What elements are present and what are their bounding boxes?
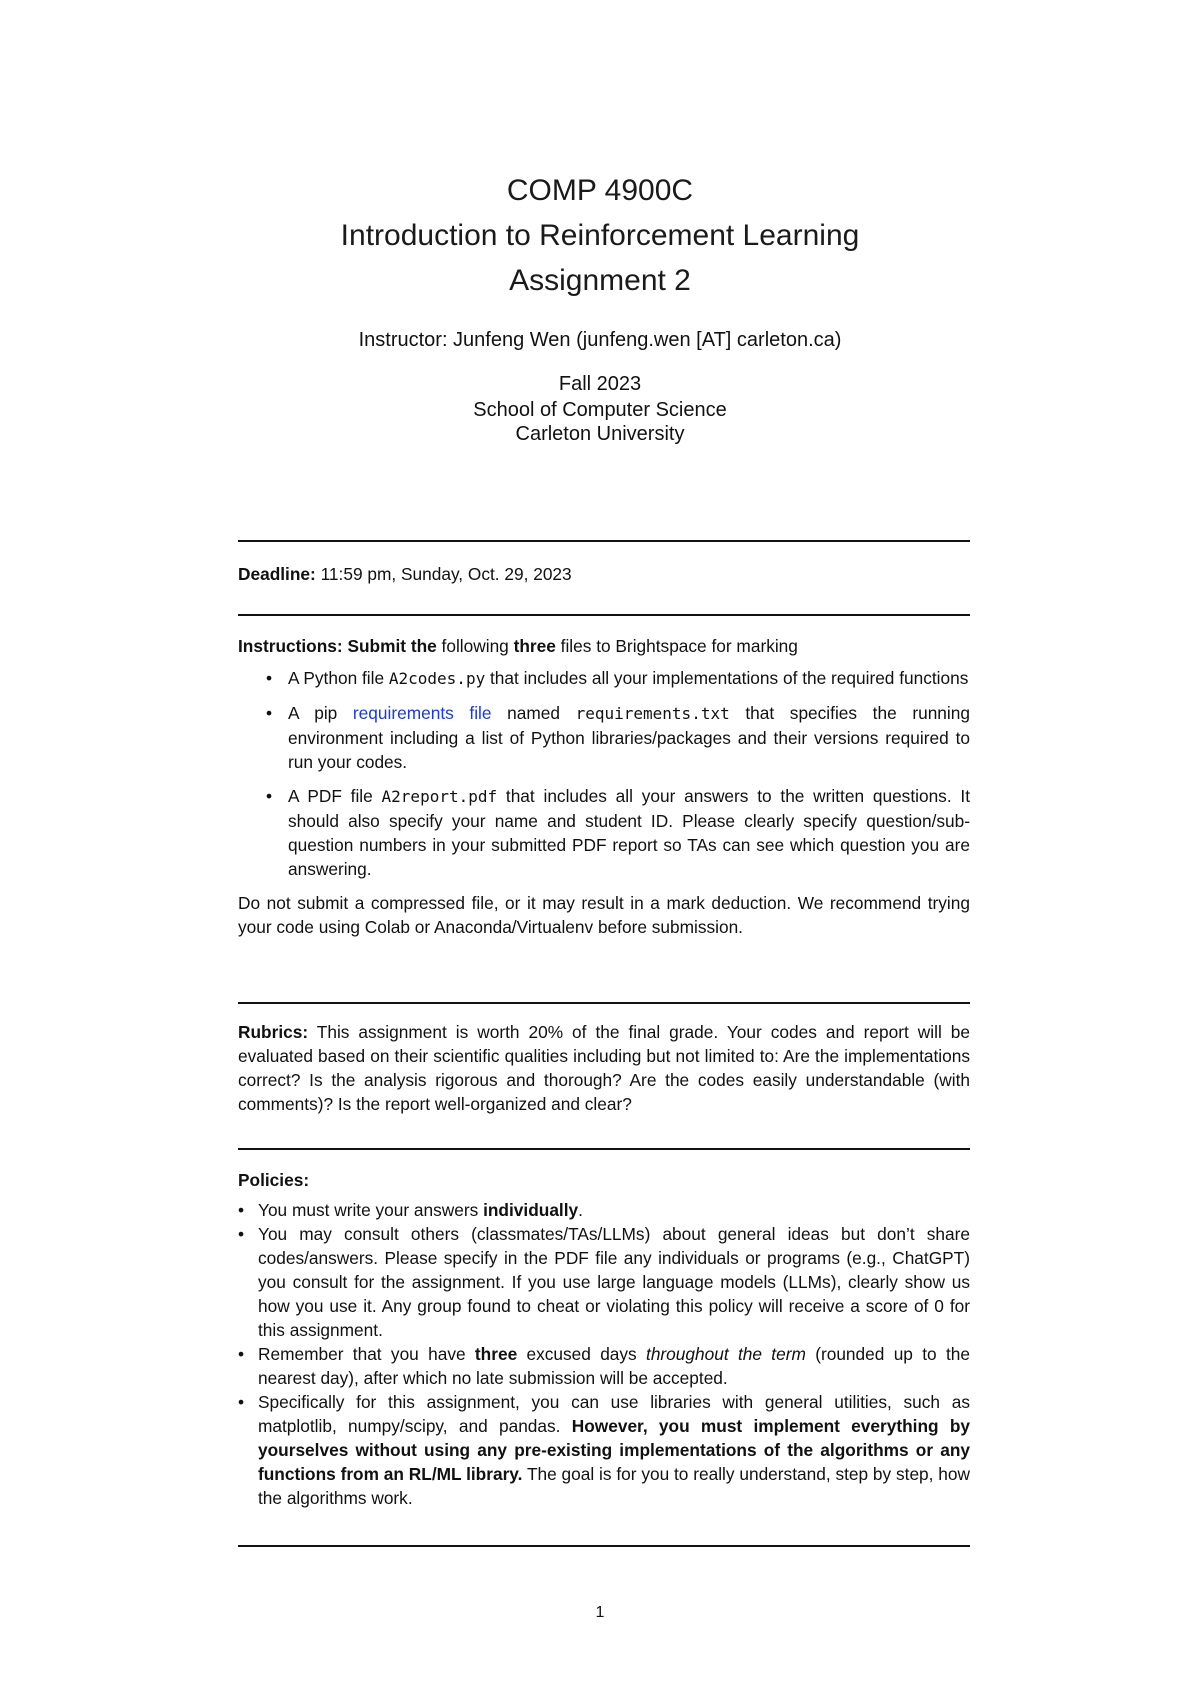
item-text: A PDF file (288, 786, 382, 806)
deadline-section (238, 562, 970, 586)
divider-rule (238, 614, 970, 616)
instructions-section (238, 634, 970, 939)
term-line: Fall 2023 (558, 373, 642, 395)
list-item (288, 701, 970, 774)
code-filename: A2codes.py (388, 669, 486, 688)
policies-list (238, 1198, 970, 1510)
item-text: Remember that you have (258, 1344, 475, 1364)
instructor-line: Instructor: Junfeng Wen (junfeng.wen [AT] carleton.ca) (358, 329, 842, 351)
instructions-lead-bold: Submit the (342, 636, 437, 656)
code-filename: A2report.pdf (381, 787, 498, 806)
item-text-bold: individually (483, 1200, 579, 1220)
item-text: excused days (517, 1344, 647, 1364)
deadline-text: 11:59 pm, Sunday, Oct. 29, 2023 (315, 564, 572, 584)
item-text-italic: throughout the term (646, 1344, 806, 1364)
school-line: School of Computer Science (473, 399, 727, 421)
course-code: COMP 4900C (506, 174, 694, 207)
policies-section (238, 1168, 970, 1510)
item-text: that includes all your answers to the written questions. It should also specify your name and student ID. Please clearly specify question/sub-question numbers in your submitted PDF report so TAs can see which question you are answering. (288, 786, 970, 879)
list-item (288, 666, 970, 691)
code-filename: requirements.txt (575, 704, 730, 723)
item-text-bold: However, you must implement everything by yourselves without using any pre-existing implementations of the algorithms or any functions from an RL/ML library. (258, 1416, 970, 1484)
instructions-lead-mid: following (436, 636, 509, 656)
rubrics-label: Rubrics: (238, 1022, 309, 1042)
title-block (0, 168, 1200, 446)
rubrics-text: This assignment is worth 20% of the final grade. Your codes and report will be evaluated based on their scientific qualities including but not limited to: Are the implementations correct? Is the analysis rigorous and thorough? Are the codes easily understandable (with comments)? Is the report well-organized and clear? (238, 1022, 970, 1114)
divider-rule (238, 1545, 970, 1547)
deadline-label: Deadline: (238, 564, 316, 584)
item-text: that includes all your implementations of the required functions (485, 668, 969, 688)
list-item (258, 1342, 970, 1390)
item-text: A pip (288, 703, 353, 723)
divider-rule (238, 1002, 970, 1004)
course-title: Introduction to Reinforcement Learning (340, 219, 860, 252)
list-item (288, 784, 970, 881)
instructions-lead (238, 634, 970, 658)
item-text: Specifically for this assignment, you can use libraries with general utilities, such as matplotlib, numpy/scipy, and pandas. (258, 1392, 970, 1436)
divider-rule (238, 1148, 970, 1150)
list-item (258, 1222, 970, 1342)
divider-rule (238, 540, 970, 542)
submission-note: Do not submit a compressed file, or it may result in a mark deduction. We recommend trying your code using Colab or Anaconda/Virtualenv before submission. (238, 893, 970, 937)
item-text: You may consult others (classmates/TAs/LLMs) about general ideas but don’t share codes/answers. Please specify in the PDF file any individuals or programs (e.g., ChatGPT) you consult for the assignment. If you use large language models (LLMs), clearly show us how you use it. Any group found to cheat or violating this policy will receive a score of 0 for this assignment. (258, 1224, 970, 1340)
rubrics-section (238, 1020, 970, 1116)
page-number: 1 (595, 1604, 605, 1621)
instructions-lead-bold2: three (508, 636, 556, 656)
item-text: named (491, 703, 576, 723)
item-text: You must write your answers (258, 1200, 484, 1220)
item-text: A Python file (288, 668, 389, 688)
list-item (258, 1390, 970, 1510)
assignment-title: Assignment 2 (509, 264, 691, 297)
instructions-lead-rest: files to Brightspace for marking (555, 636, 798, 656)
submission-list (238, 666, 970, 881)
item-text: that specifies the running environment including a list of Python libraries/packages and their versions required to run your codes. (288, 703, 970, 772)
requirements-file-link[interactable]: requirements file (352, 703, 492, 723)
instructions-label: Instructions: (238, 636, 343, 656)
item-text: . (578, 1200, 583, 1220)
item-text-bold: three (474, 1344, 518, 1364)
item-text: The goal is for you to really understand, step by step, how the algorithms work. (258, 1464, 970, 1508)
item-text: (rounded up to the nearest day), after which no late submission will be accepted. (258, 1344, 970, 1388)
university-line: Carleton University (515, 423, 685, 445)
list-item (258, 1198, 970, 1222)
policies-label: Policies: (238, 1170, 310, 1190)
